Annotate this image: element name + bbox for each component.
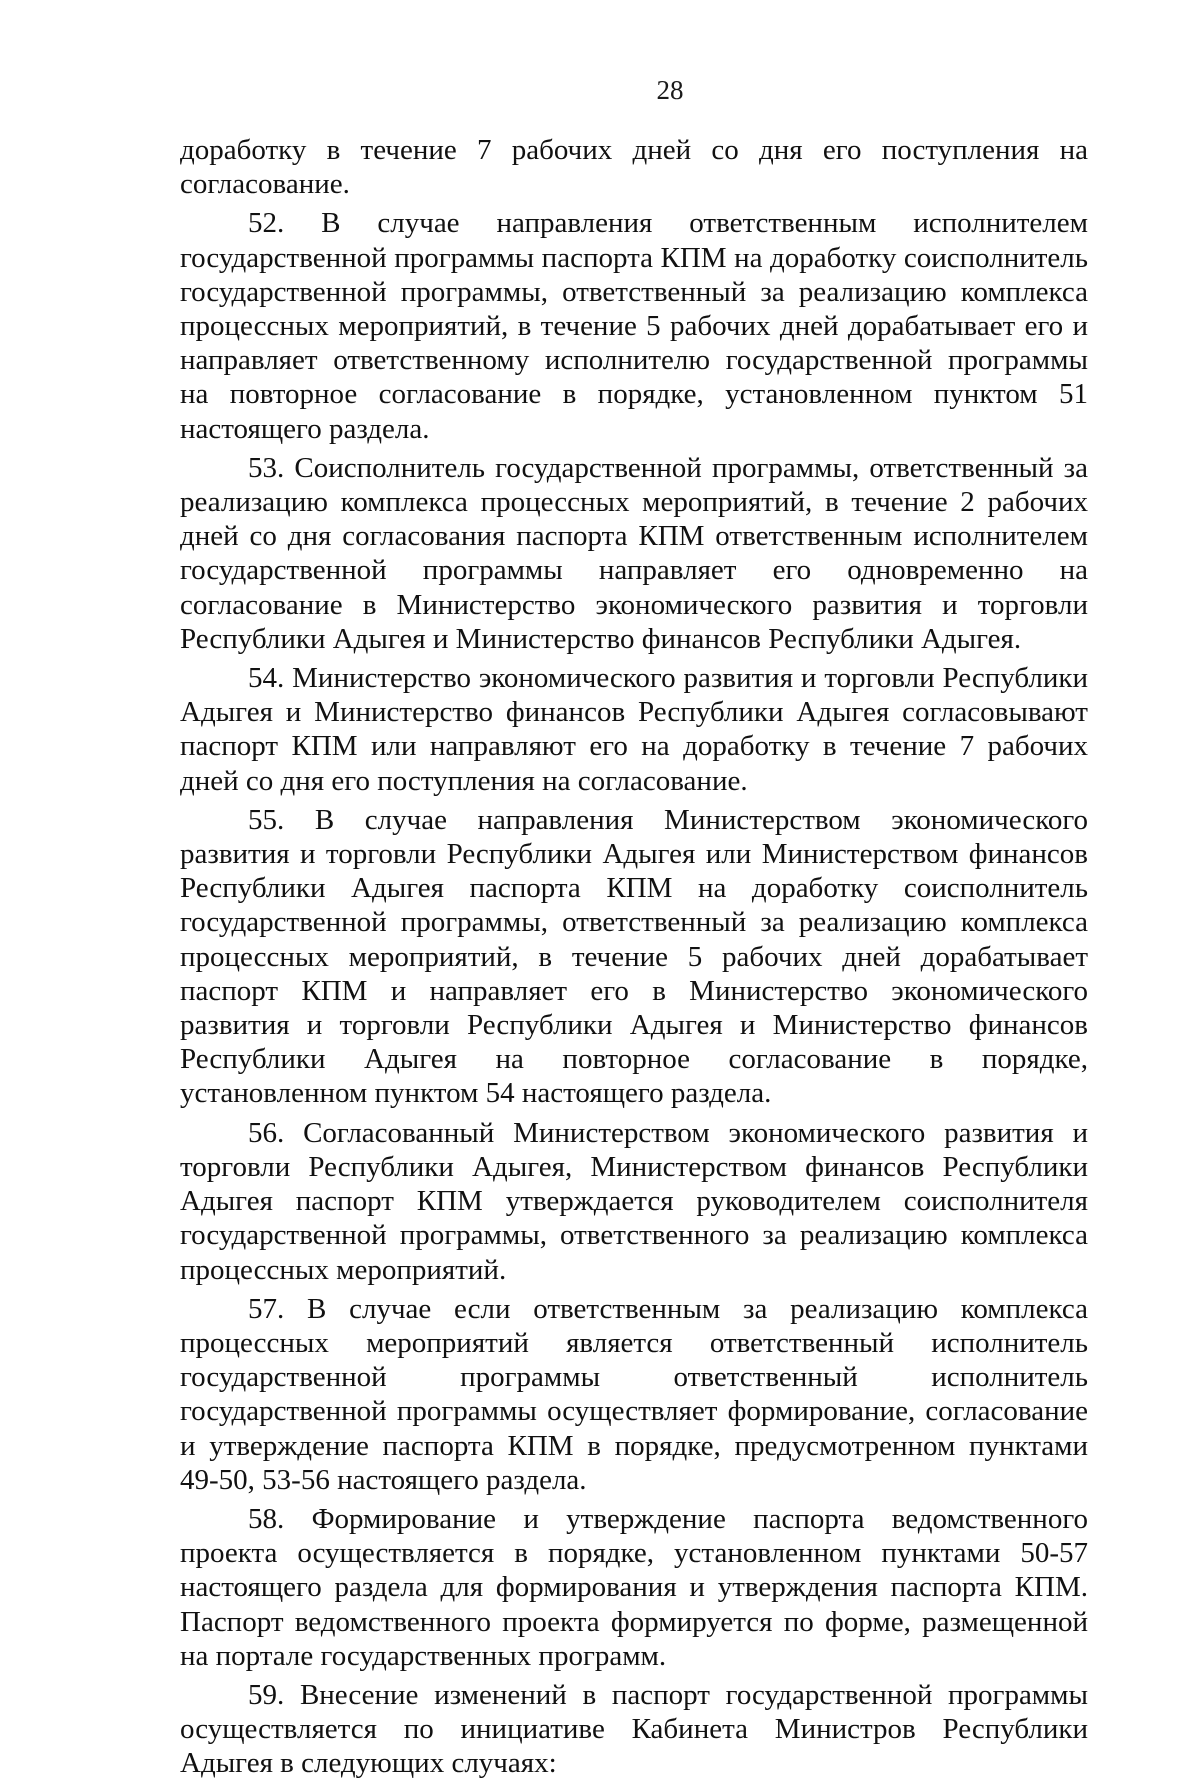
paragraph-55: 55. В случае направления Министерством экономического развития и торговли Республики Адыгея или Министерством финансов Республики Адыгея паспорта КПМ на доработку соисполнитель государственной программы, ответственный за реализацию комплекса процессных мероприятий, в течение 5 рабочих дней дорабатывает паспорт КПМ и направляет его в Министерство экономического развития и торговли Республики Адыгея и Министерство финансов Республики Адыгея на повторное согласование в порядке, установленном пунктом 54 настоящего раздела. bbox=[180, 803, 1088, 1110]
paragraph-59: 59. Внесение изменений в паспорт государственной программы осуществляется по инициативе Кабинета Министров Республики Адыгея в следующих случаях: bbox=[180, 1678, 1088, 1780]
page-number: 28 bbox=[656, 75, 684, 105]
paragraph-56: 56. Согласованный Министерством экономического развития и торговли Республики Адыгея, Министерством финансов Республики Адыгея паспорт КПМ утверждается руководителем соисполнителя государственной программы, ответственного за реализацию комплекса процессных мероприятий. bbox=[180, 1116, 1088, 1286]
paragraph-58: 58. Формирование и утверждение паспорта ведомственного проекта осуществляется в порядке, установленном пунктами 50-57 настоящего раздела для формирования и утверждения паспорта КПМ. Паспорт ведомственного проекта формируется по форме, размещенной на портале государственных программ. bbox=[180, 1502, 1088, 1672]
paragraph-continuation: доработку в течение 7 рабочих дней со дня его поступления на согласование. bbox=[180, 134, 1088, 201]
paragraph-53: 53. Соисполнитель государственной программы, ответственный за реализацию комплекса процессных мероприятий, в течение 2 рабочих дней со дня согласования паспорта КПМ ответственным исполнителем государственной программы направляет его одновременно на согласование в Министерство экономического развития и торговли Республики Адыгея и Министерство финансов Республики Адыгея. bbox=[180, 451, 1088, 655]
paragraph-52: 52. В случае направления ответственным исполнителем государственной программы паспорта КПМ на доработку соисполнитель государственной программы, ответственный за реализацию комплекса процессных мероприятий, в течение 5 рабочих дней дорабатывает его и направляет ответственному исполнителю государственной программы на повторное согласование в порядке, установленном пунктом 51 настоящего раздела. bbox=[180, 207, 1088, 445]
paragraph-57: 57. В случае если ответственным за реализацию комплекса процессных мероприятий является ответственный исполнитель государственной программы ответственный исполнитель государственной программы осуществляет формирование, согласование и утверждение паспорта КПМ в порядке, предусмотренном пунктами 49-50, 53-56 настоящего раздела. bbox=[180, 1292, 1088, 1496]
document-body bbox=[180, 133, 1088, 1781]
paragraph-54: 54. Министерство экономического развития и торговли Республики Адыгея и Министерство финансов Республики Адыгея согласовывают паспорт КПМ или направляют его на доработку в течение 7 рабочих дней со дня его поступления на согласование. bbox=[180, 662, 1088, 797]
